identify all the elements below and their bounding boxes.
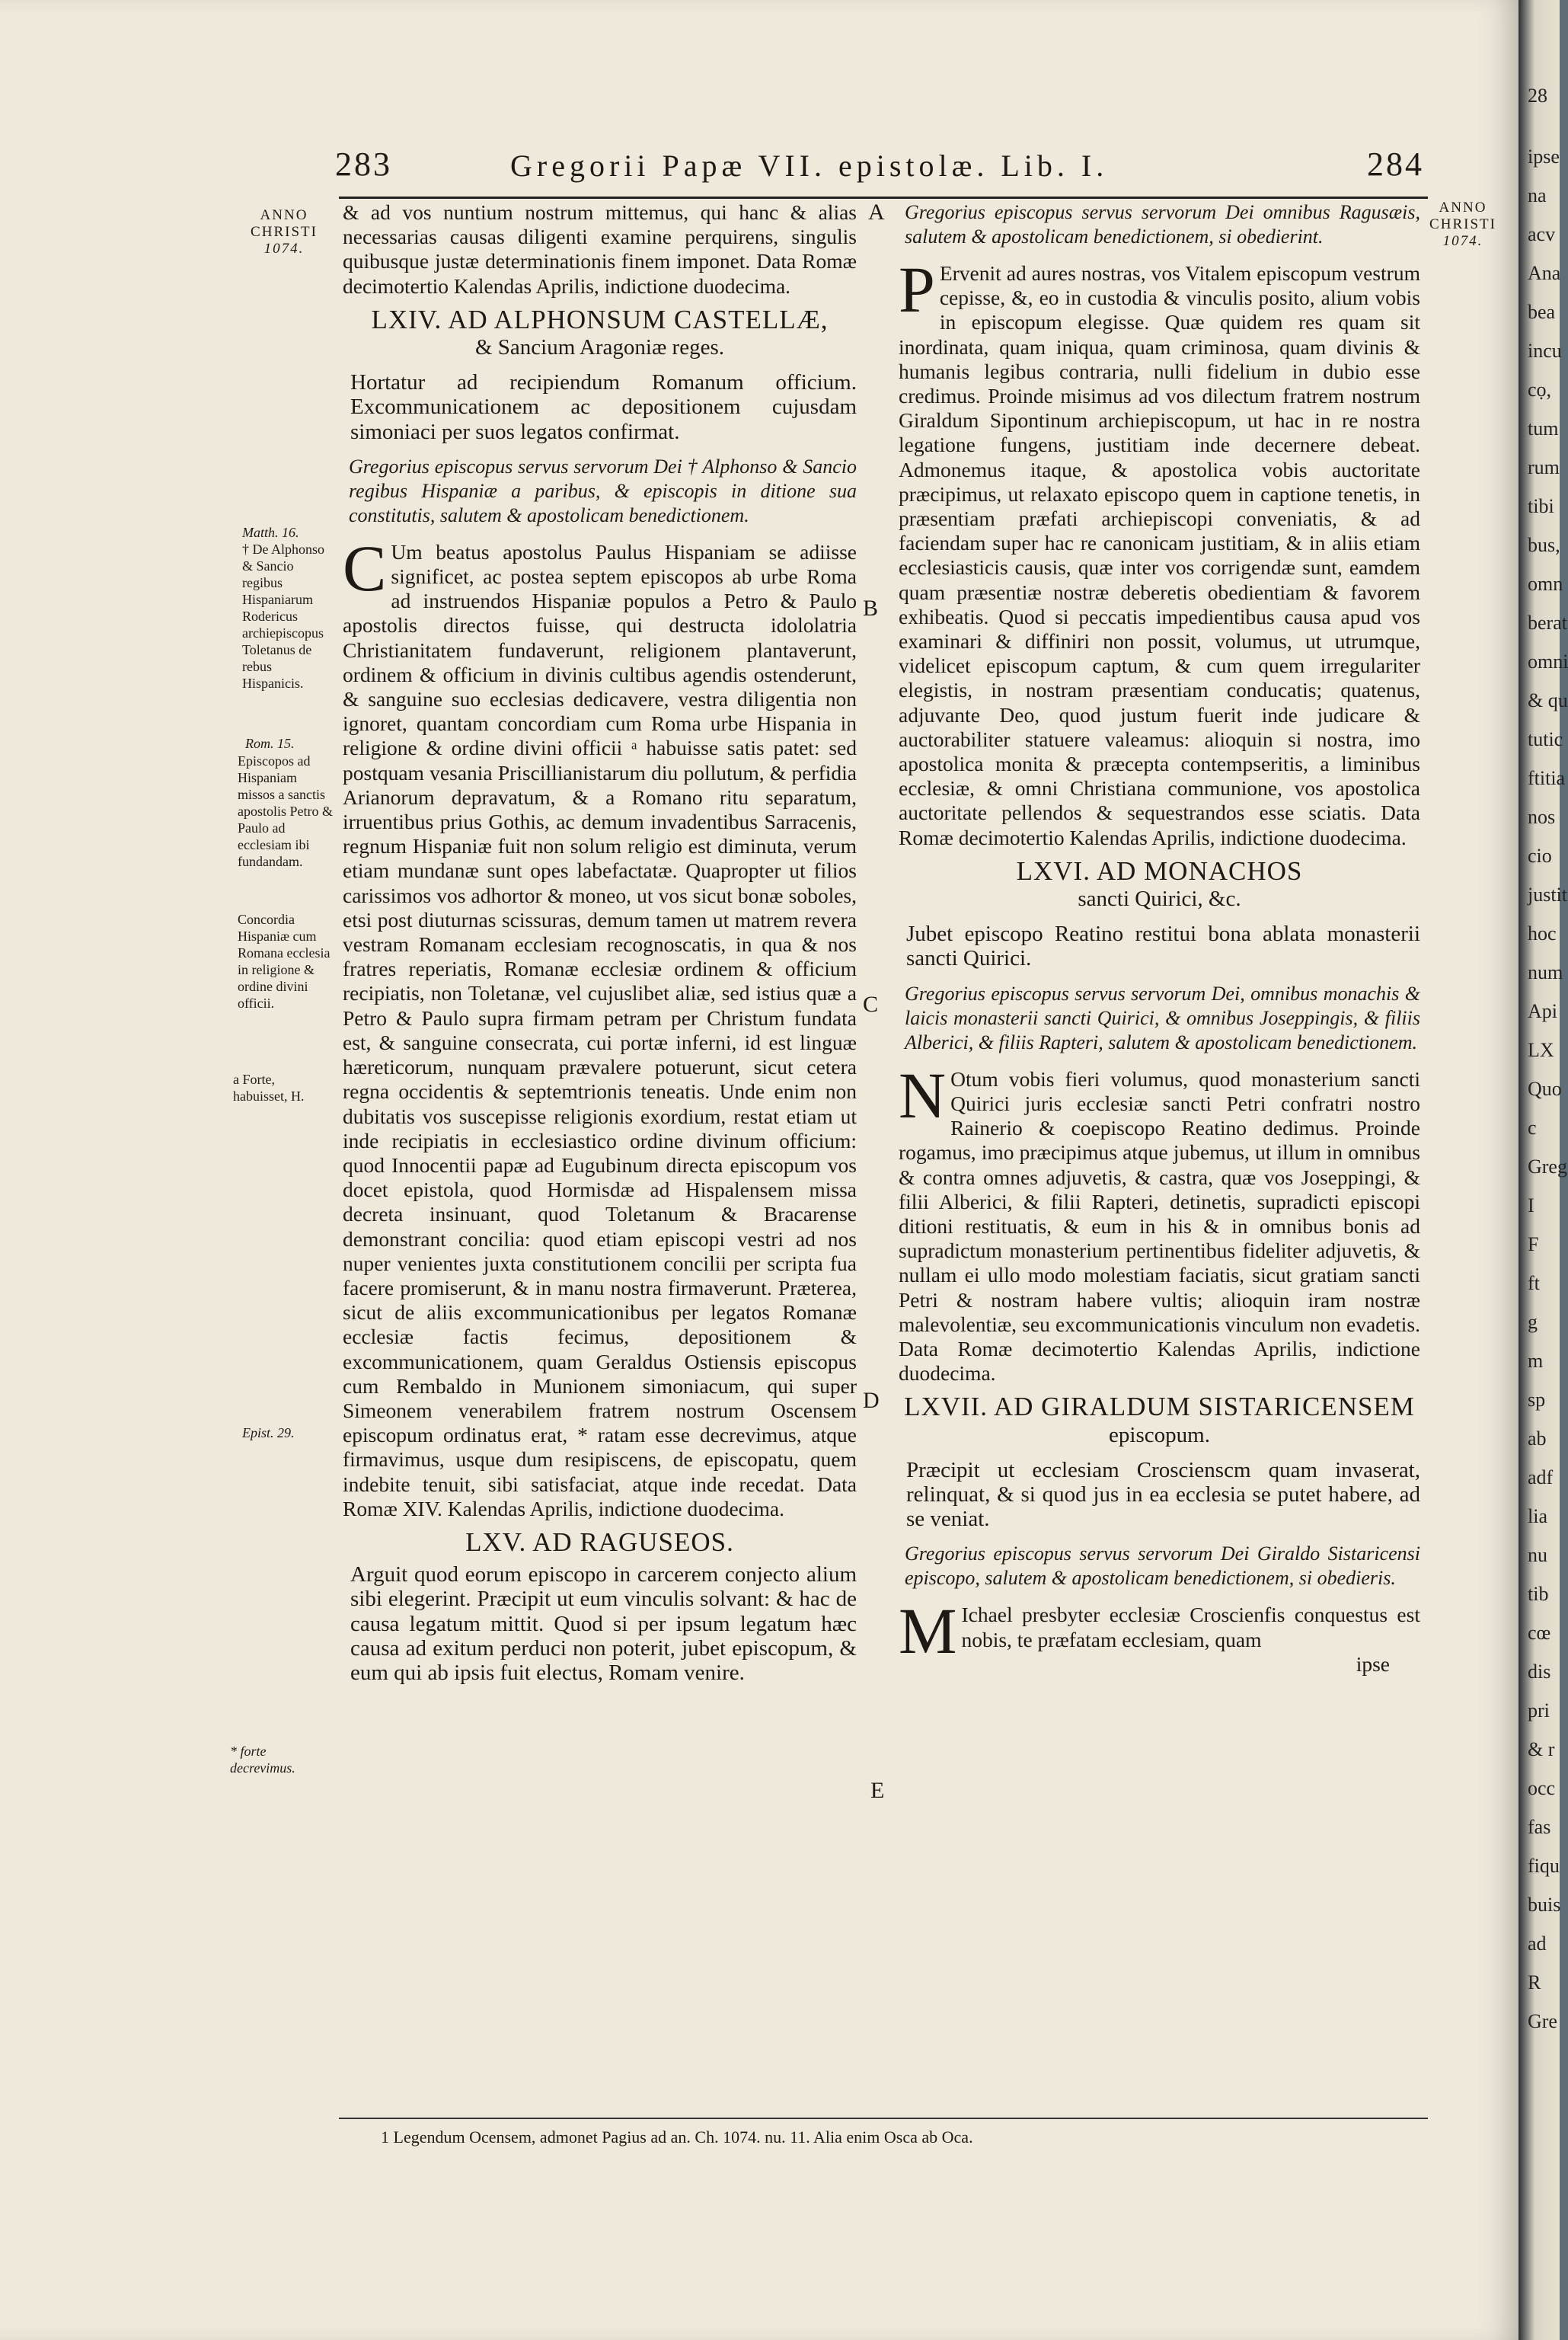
margin-note-epist: Epist. 29. <box>242 1425 295 1440</box>
next-page-fragment: ftitia <box>1528 767 1566 789</box>
next-page-fragment: Ana <box>1528 262 1561 284</box>
margin-note-episcopos: Episcopos ad Hispaniam missos a sanctis apostolis Petro & Paulo ad ecclesiam ibi fundandam. <box>238 753 333 869</box>
letter-65-inscription: Gregorius episcopus servus servorum Dei omnibus Ragusæis, salutem & apostolicam benedictionem, si obedierint. <box>905 201 1420 248</box>
left-column <box>343 200 857 1694</box>
next-page-fragment: Api <box>1528 1000 1557 1022</box>
letter-66-title: LXVI. AD MONACHOS <box>1016 855 1303 886</box>
next-page-fragment: tib <box>1528 1583 1549 1605</box>
running-header <box>335 145 1424 190</box>
next-page-fragment: Greg <box>1528 1156 1567 1178</box>
footnote-rule <box>339 2118 1428 2119</box>
drop-cap: N <box>899 1058 947 1132</box>
year-marker-left <box>242 207 326 257</box>
letter-66-summary: Jubet episcopo Reatino restitui bona ablata monasterii sancti Quirici. <box>906 922 1420 971</box>
page-number-right: 284 <box>1367 145 1424 183</box>
next-page-fragment: sp <box>1528 1389 1546 1411</box>
letter-67-inscription: Gregorius episcopus servus servorum Dei Giraldo Sistaricensi episcopo, salutem & apostolicam benedictionem, si obedieris. <box>905 1542 1420 1590</box>
letter-65-body: Ervenit ad aures nostras, vos Vitalem episcopum vestrum cepisse, &, eo in custodia & vinculis posito, alium vobis in episcopum elegisse. Quæ quidem res quam sit inordinata, quam iniqua, quam criminosa, quam divinis & humanis legibus contraria, nulli fidelium in dubio esse credimus. Proinde misimus ad vos dilectum fratrem nostrum Giraldum Sipontinum archiepiscopum, ut hac in re nostra legatione fungens, justitiam inde decernere debeat. Admonemus itaque, & apostolica vobis auctoritate præcipimus, ut relaxato episcopo quem in captione tenetis, in præsentiam præfati archiepiscopi conveniatis, & ad faciendam super hac re canonicam justitiam, & in aliis etiam ecclesiasticis causis, quæ inter vos corrigendæ sunt, eamdem quam præsentiæ nostræ deberetis obedientiam & favorem exhibeatis. Quod si peccatis impedientibus causa apud vos examinari & diffiniri non possit, volumus, ut utrumque, videlicet episcopum captum, & cum quem irregulariter elegistis, in nostram præsentiam conducatis; quatenus, adjuvante Deo, quod justum fuerit inde judicare & auctorabiliter statuere valeamus: alioquin si nostra, imo apostolica monita & præcepta contempseritis, a liminibus ecclesiæ, & omni Christiana communione, vos apostolica auctoritate pellendos & sequestrandos esse sciatis. Data Romæ decimotertio Kalendas Aprilis, indictione duodecima. <box>899 261 1420 849</box>
next-page-fragment: tum <box>1528 417 1559 440</box>
letter-67-summary: Præcipit ut ecclesiam Croscienscm quam invaserat, relinquat, & si quod jus in ea ecclesia se putet habere, ad se veniat. <box>906 1457 1420 1532</box>
letter-64-body-paragraph <box>343 531 857 1521</box>
margin-note-forte: a Forte, habuisset, H. <box>233 1072 305 1104</box>
next-page-fragment: nos <box>1528 806 1556 828</box>
section-letter-e: E <box>870 1778 885 1803</box>
year-marker-right <box>1418 200 1508 250</box>
footnote: 1 Legendum Ocensem, admonet Pagius ad an. Ch. 1074. nu. 11. Alia enim Osca ab Oca. <box>381 2127 973 2147</box>
margin-note-rom: Rom. 15. <box>245 736 295 751</box>
next-page-fragment: cọ, <box>1528 379 1552 401</box>
next-page-fragment: omni <box>1528 651 1568 673</box>
next-page-fragment: ab <box>1528 1427 1547 1450</box>
next-page-fragment: R <box>1528 1971 1541 1993</box>
next-page-fragment: occ <box>1528 1777 1556 1799</box>
margin-note-decrevimus: * forte decrevimus. <box>230 1744 295 1776</box>
margin-note-matth: Matth. 16. <box>242 525 299 540</box>
header-rule <box>339 197 1428 199</box>
drop-cap: C <box>343 531 387 605</box>
next-page-fragment: cœ <box>1528 1622 1551 1644</box>
next-page-fragment: omn <box>1528 573 1563 595</box>
next-page-fragment: adf <box>1528 1466 1554 1488</box>
next-page-fragment: berat <box>1528 612 1567 634</box>
letter-65-body-paragraph <box>899 253 1420 850</box>
next-page-fragment: tutic <box>1528 728 1563 750</box>
margin-note-concordia: Concordia Hispaniæ cum Romana ecclesia in religione & ordine divini officii. <box>238 912 331 1011</box>
next-page-fragment: LX <box>1528 1039 1554 1061</box>
year-anno: ANNO <box>260 207 308 223</box>
next-page-fragment: c <box>1528 1117 1537 1139</box>
next-page-fragment: incu <box>1528 340 1562 362</box>
drop-cap: M <box>899 1594 957 1668</box>
next-page-fragment: m <box>1528 1350 1544 1372</box>
next-page-fragment: dis <box>1528 1661 1551 1683</box>
next-page-fragment: justit <box>1528 884 1568 906</box>
next-page-fragment: rum <box>1528 456 1560 478</box>
next-page-fragment: g <box>1528 1311 1538 1333</box>
letter-64-summary: Hortatur ad recipiendum Romanum officium. Excommunicationem ac depositionem cujusdam simoniaci per suos legatos confirmat. <box>350 370 857 444</box>
letter-67-subtitle: episcopum. <box>1109 1422 1210 1447</box>
year-anno: ANNO <box>1439 200 1487 216</box>
next-page-fragment: Gre <box>1528 2010 1557 2032</box>
next-page-fragment: pri <box>1528 1699 1550 1721</box>
next-page-fragment: & r <box>1528 1738 1555 1760</box>
letter-64-body: Um beatus apostolus Paulus Hispaniam se adiisse significet, ac postea septem episcopos ab urbe Roma ad instruendos Hispaniæ populos a Petro & Paulo apostolis directos fuisse, qui destructa idololatria Christianitatem fundaverunt, religionem plantaverunt, ordinem & officium in divinis cultibus agendis ostenderunt, & sanguine suo ecclesias dedicavere, vestra diligentia non ignoret, quantam concordiam cum Roma urbe Hispania in religione & ordine divini officii ᵃ habuisse satis patet: sed postquam vesania Priscillianistarum diu pollutum, & perfidia Arianorum depravatum, & a Romano ritu separatum, irruentibus prius Gothis, ac demum invadentibus Sarracenis, regnum Hispaniæ fuit non solum religio est diminuta, verum etiam mundanæ sunt opes labefactatæ. Quapropter ut filios carissimos vos adhortor & moneo, ut vos sicut bonæ soboles, etsi post diuturnas scissuras, demum tamen ut matrem revera vestram Romanam ecclesiam recognoscatis, in qua & nos fratres reperiatis, Romanæ ecclesiæ ordinem & officium recipiatis, non Toletanæ, vel cujuslibet aliæ, sed istius quæ a Petro & Paulo supra firmam petram per Christum fundata est, & sanguine consecrata, cui portæ inferni, id est linguæ hæreticorum, nunquam prævalere potuerunt, sicut cetera regna occidentis & septemtrionis teneatis. Unde enim non dubitatis vos suscepisse religionis exordium, restat etiam ut inde recipiatis in ecclesiastico ordine divinum officium: quod Innocentii papæ ad Eugubinum directa episcopum vos docet epistola, quod Hormisdæ ad Hispalensem missa decreta insinuant, quod Toletanum & Bracarense demonstrant concilia: quod etiam episcopi vestri ad nos nuper venientes juxta constitutionem concilii per scripta fua facere promiserunt, & in manu nostra firmaverunt. Præterea, sicut de aliis excommunicationibus per legatos Romanæ ecclesiæ factis fecimus, depositionem & excommunicationem, quam Geraldus Ostiensis episcopus cum Rembaldo in Munionem simoniacum, qui super Simeonem venerabilem fratrem nostrum Oscensem episcopum ordinatus erat, * ratam esse decrevimus, atque firmavimus, usque dum resipiscens, de episcopatu, quem indebite tenuit, sibi satisfaciat, atque inde recedat. Data Romæ XIV. Kalendas Aprilis, indictione duodecima. <box>343 539 857 1520</box>
letter-66-subtitle: sancti Quirici, &c. <box>1078 887 1241 912</box>
next-page-fragment: cio <box>1528 845 1552 867</box>
next-page-fragment: fiqu <box>1528 1855 1560 1877</box>
next-page-fragment: 28 <box>1528 85 1547 107</box>
year-christi: CHRISTI <box>1429 216 1496 232</box>
next-page-fragment: tibi <box>1528 495 1554 517</box>
catchword: ipse <box>1356 1651 1390 1676</box>
section-letter-d: D <box>863 1388 880 1413</box>
next-page-fragment: num <box>1528 961 1563 983</box>
next-page-fragment: ft <box>1528 1272 1540 1294</box>
next-page-fragment: bea <box>1528 301 1556 323</box>
year-christi: CHRISTI <box>251 224 318 240</box>
next-page-fragment: na <box>1528 184 1547 206</box>
letter-64-title: LXIV. AD ALPHONSUM CASTELLÆ, <box>371 304 829 334</box>
page-number-left: 283 <box>335 145 392 183</box>
next-page-fragment: nu <box>1528 1544 1547 1566</box>
letter-67-body: Ichael presbyter ecclesiæ Croscienfis conquestus est nobis, te præfatam ecclesiam, quam <box>961 1603 1420 1651</box>
letter-63-ending: & ad vos nuntium nostrum mittemus, qui hanc & alias necessarias causas diligenti examine perquirens, singulis quibusque justæ determinationis finem imponet. Data Romæ decimotertio Kalendas Aprilis, indictione duodecima. <box>343 200 857 298</box>
letter-67-title: LXVII. AD GIRALDUM SISTARICENSEM <box>904 1392 1415 1422</box>
next-page-fragment: Quo <box>1528 1078 1562 1100</box>
letter-64-subtitle: & Sancium Aragoniæ reges. <box>474 335 724 360</box>
next-page-fragment: ipse <box>1528 145 1560 168</box>
letter-66-inscription: Gregorius episcopus servus servorum Dei, omnibus monachis & laicis monasterii sancti Quirici, & omnibus Joseppingis, & filiis Alberici, & filiis Rapteri, salutem & apostolicam benedictionem. <box>905 982 1420 1053</box>
next-page-fragment: fas <box>1528 1816 1551 1838</box>
next-page-fragment: buis <box>1528 1894 1561 1916</box>
letter-66-body: Otum vobis fieri volumus, quod monasterium sancti Quirici juris ecclesiæ sancti Petri confratri nostro Rainerio & coepiscopo Reatino dedimus. Proinde rogamus, imo præcipimus atque jubemus, ut illum in omnibus & contra omnes adjuvetis, & castra, quæ vos Joseppingi, & filii Alberici, & filii Rapteri, detinetis, supradicti episcopi ditioni restituatis, & eum in his & in omnibus bonis ad supradictum monasterium pertinentibus fideliter adjuvetis, & nullam ei ullo modo molestiam faciatis, sicut gratiam sancti Petri & nostram habere vultis; alioquin iram nostræ malevolentiæ, seu excommunicationis vinculum non evadetis. Data Romæ decimotertio Kalendas Aprilis, indictione duodecima. <box>899 1066 1420 1386</box>
next-page-fragment: bus, <box>1528 534 1560 556</box>
year-value: 1074. <box>1442 233 1483 249</box>
letter-66-body-paragraph <box>899 1058 1420 1386</box>
next-page-fragment: acv <box>1528 223 1556 245</box>
letter-64-inscription: Gregorius episcopus servus servorum Dei † Alphonso & Sancio regibus Hispaniæ a paribus, & episcopis in ditione sua constitutis, salutem & apostolicam benedictionem. <box>349 455 857 526</box>
next-page-fragment: F <box>1528 1233 1539 1255</box>
next-page-fragment: ad <box>1528 1932 1547 1955</box>
letter-65-summary: Arguit quod eorum episcopo in carcerem conjecto alium sibi elegerint. Præcipit ut eum vinculis solvant: & hac de causa legatum mittit. Quod si per ipsum legatum hæc causa ad exitum perduci non poterit, jubet episcopum, & eum qui ab ipsis fuit electus, Romam venire. <box>350 1562 857 1685</box>
next-page-fragment: lia <box>1528 1505 1547 1527</box>
letter-65-title: LXV. AD RAGUSEOS. <box>465 1526 734 1557</box>
next-page-fragment: hoc <box>1528 922 1557 945</box>
next-page-fragment: & qu <box>1528 689 1568 711</box>
right-column <box>899 200 1420 1677</box>
section-letter-b: B <box>863 596 879 621</box>
section-letter-c: C <box>863 992 879 1017</box>
running-title: Gregorii Papæ VII. epistolæ. Lib. I. <box>510 149 1109 183</box>
margin-note-alphonso: † De Alphonso & Sancio regibus Hispaniarum Rodericus archiepiscopus Toletanus de rebus Hispanicis. <box>242 542 324 691</box>
year-value: 1074. <box>263 241 305 257</box>
section-letter-a: A <box>868 200 885 225</box>
drop-cap: P <box>899 253 935 326</box>
next-page-fragment: I <box>1528 1194 1534 1216</box>
